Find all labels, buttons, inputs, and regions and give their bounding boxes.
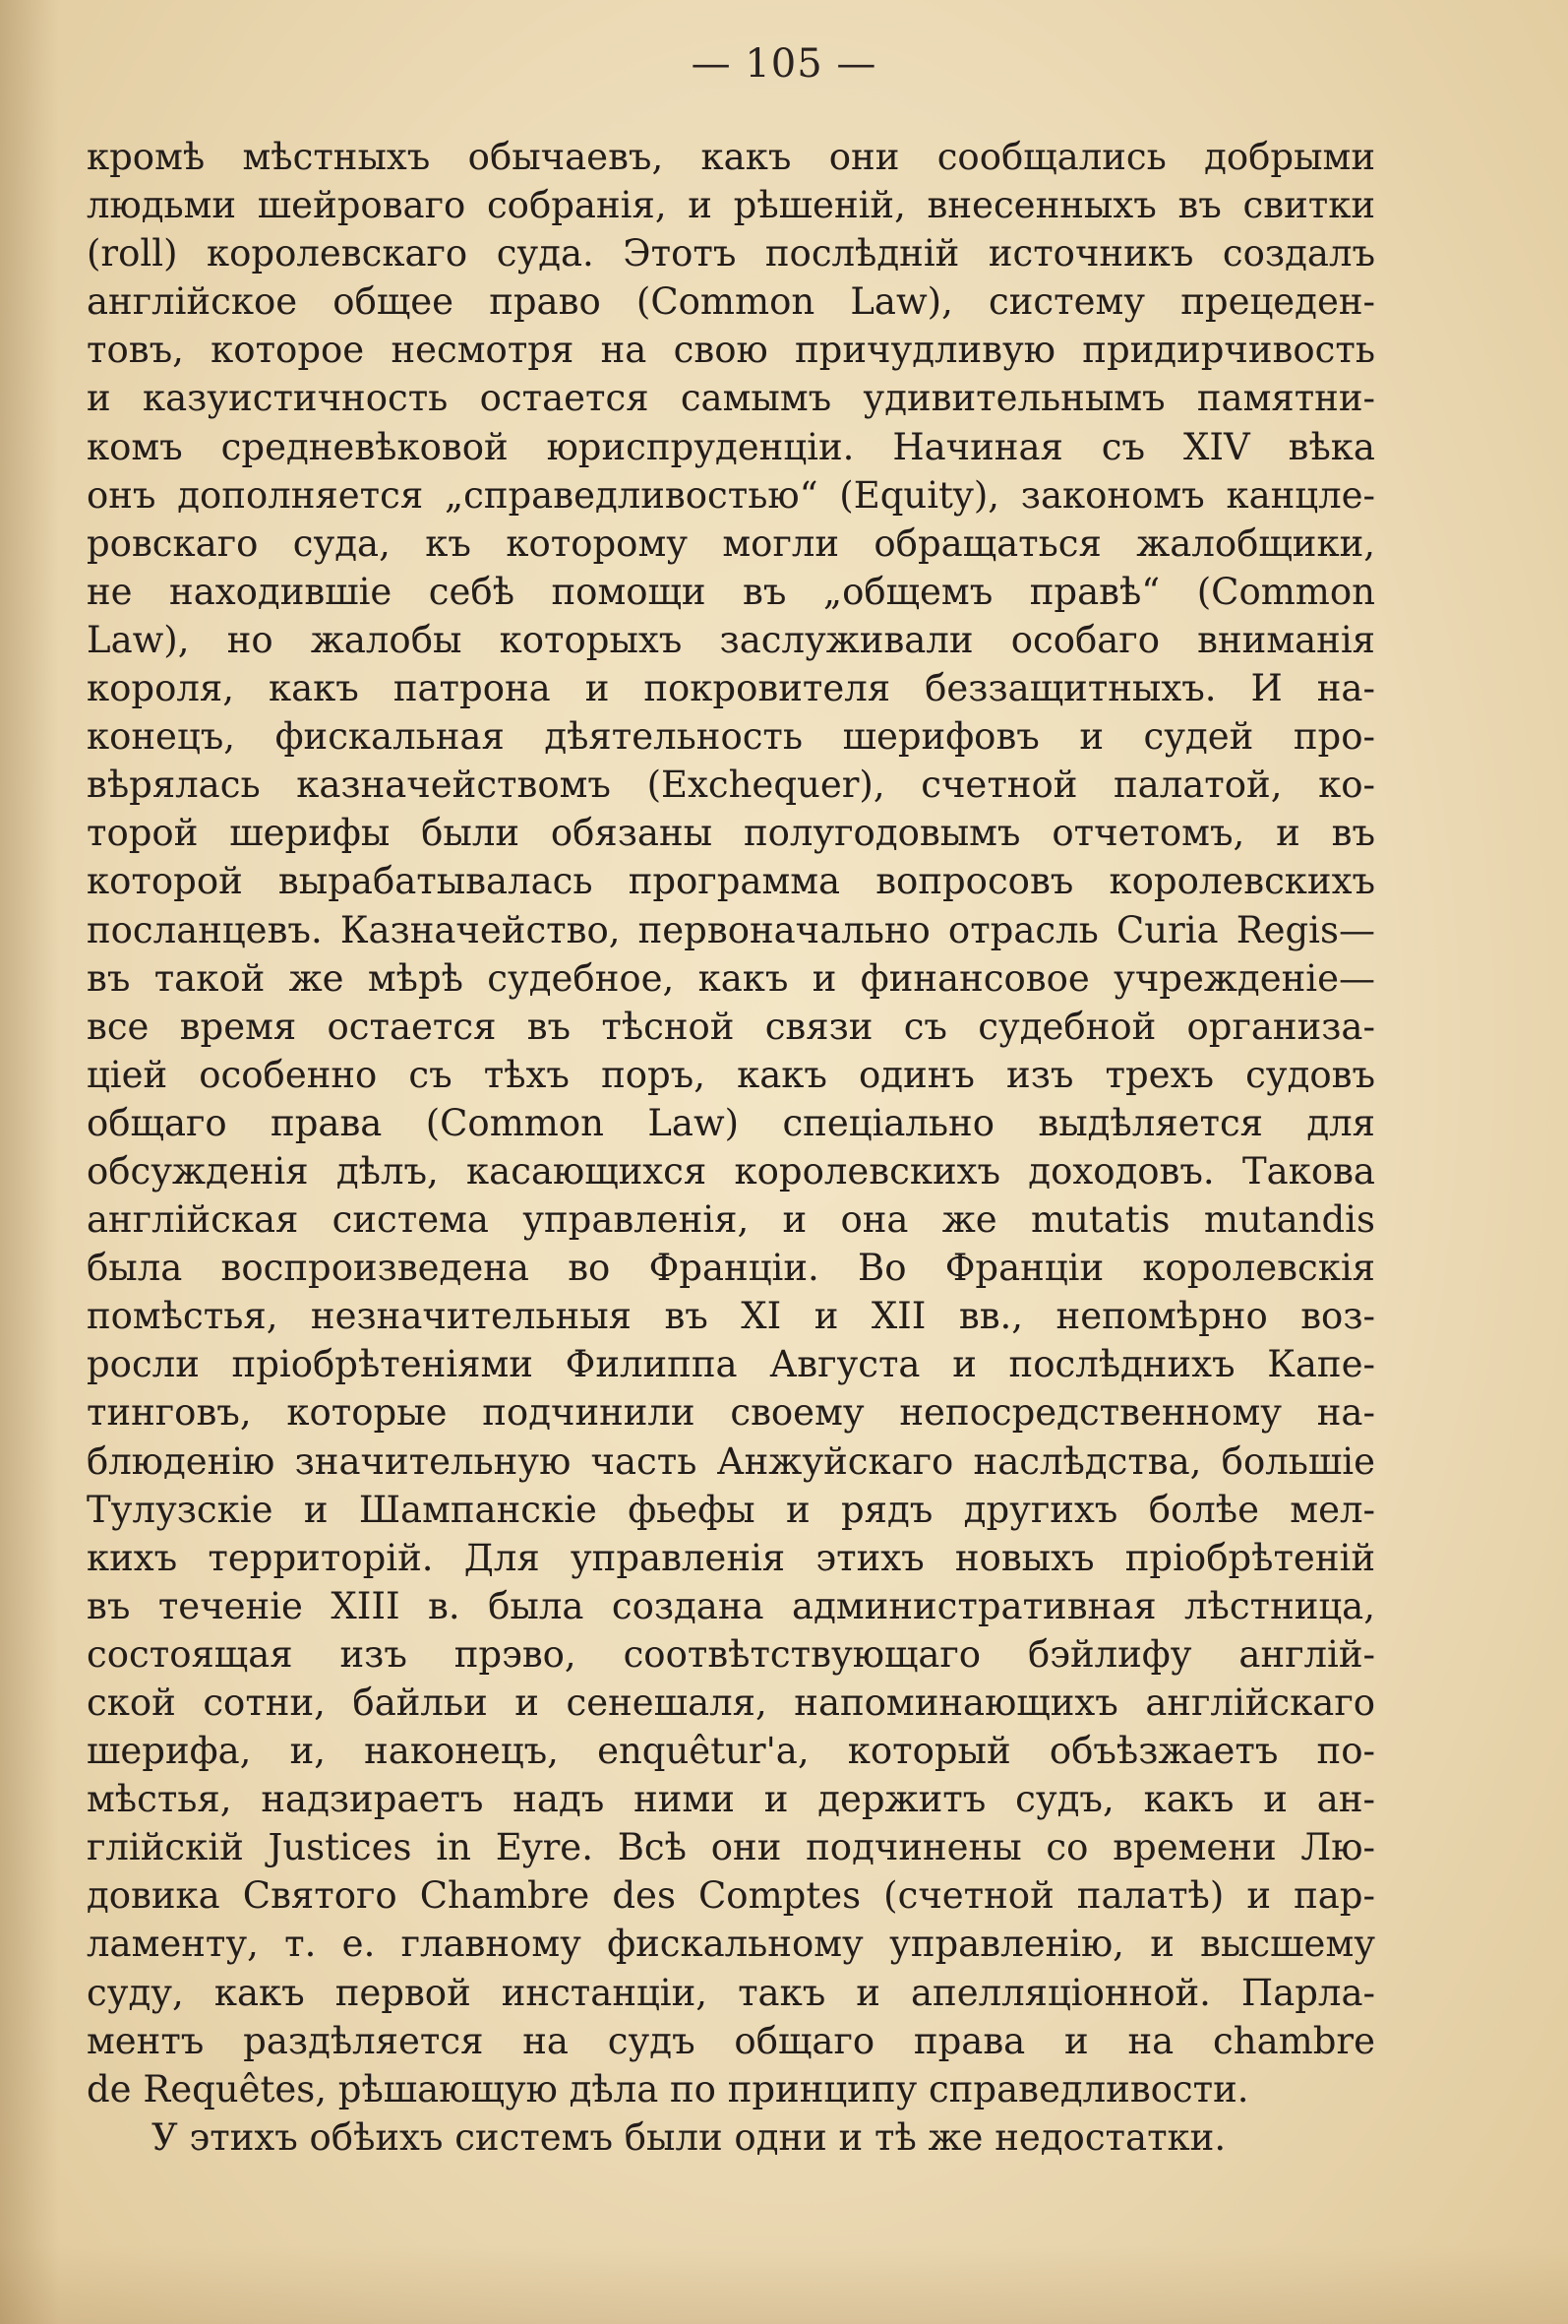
- text-line: вѣрялась казначействомъ (Exchequer), счетной палатой, ко-: [87, 764, 1375, 807]
- text-line: помѣстья, незначительныя въ XI и XII вв., непомѣрно воз-: [87, 1295, 1375, 1338]
- text-line: все время остается въ тѣсной связи съ судебной организа-: [87, 1005, 1375, 1048]
- text-line: ской сотни, байльи и сенешаля, напоминающихъ англійскаго: [87, 1682, 1375, 1724]
- text-line: кромѣ мѣстныхъ обычаевъ, какъ они сообщались добрыми: [87, 136, 1375, 178]
- text-line: (roll) королевскаго суда. Этотъ послѣдній источникъ создалъ: [87, 232, 1375, 275]
- page-spine-shadow: [0, 0, 59, 2324]
- text-line: обсужденія дѣлъ, касающихся королевскихъ доходовъ. Такова: [87, 1149, 1375, 1193]
- text-line: состоящая изъ прэво, соотвѣтствующаго бэйлифу англій-: [87, 1632, 1375, 1676]
- text-line: которой вырабатывалась программа вопросовъ королевскихъ: [87, 860, 1375, 903]
- text-line: тинговъ, которые подчинили своему непосредственному на-: [87, 1391, 1375, 1435]
- text-line: посланцевъ. Казначейство, первоначально отрасль Curia Regis—: [87, 908, 1375, 951]
- text-line: Law), но жалобы которыхъ заслуживали особаго вниманія: [87, 618, 1375, 661]
- text-line: У этихъ обѣихъ системъ были одни и тѣ же недостатки.: [151, 2115, 1227, 2159]
- body-text: [87, 133, 1375, 2162]
- text-line: ровскаго суда, къ которому могли обращаться жалобщики,: [87, 521, 1375, 565]
- page-bottom-shadow: [0, 2245, 1568, 2324]
- text-line: росли пріобрѣтеніями Филиппа Августа и послѣднихъ Капе-: [87, 1343, 1375, 1386]
- text-line: людьми шейроваго собранія, и рѣшеній, внесенныхъ въ свитки: [87, 184, 1375, 227]
- text-line: ціей особенно съ тѣхъ поръ, какъ одинъ изъ трехъ судовъ: [87, 1053, 1375, 1096]
- text-line: Тулузскіе и Шампанскіе фьефы и рядъ другихъ болѣе мел-: [87, 1488, 1375, 1531]
- text-line: мѣстья, надзираетъ надъ ними и держитъ судъ, какъ и ан-: [87, 1778, 1375, 1821]
- text-line: и казуистичность остается самымъ удивительнымъ памятни-: [87, 377, 1375, 420]
- text-line: торой шерифы были обязаны полугодовымъ отчетомъ, и въ: [87, 812, 1375, 855]
- text-line: товъ, которое несмотря на свою причудливую придирчивость: [87, 329, 1375, 372]
- text-line: англійская система управленія, и она же mutatis mutandis: [87, 1198, 1375, 1242]
- text-line: суду, какъ первой инстанціи, такъ и апелляціонной. Парла-: [87, 1971, 1375, 2014]
- text-line: въ теченіе XIII в. была создана административная лѣстница,: [87, 1584, 1375, 1627]
- text-line: общаго права (Common Law) спеціально выдѣляется для: [87, 1101, 1375, 1144]
- text-line: конецъ, фискальная дѣятельность шерифовъ и судей про-: [87, 715, 1375, 759]
- text-line: англійское общее право (Common Law), систему прецеден-: [87, 280, 1375, 324]
- text-line: шерифа, и, наконецъ, enquêtur'a, который объѣзжаетъ по-: [87, 1730, 1375, 1773]
- text-line: de Requêtes, рѣшающую дѣла по принципу справедливости.: [87, 2067, 1249, 2110]
- text-line: не находившіе себѣ помощи въ „общемъ правѣ“ (Common: [87, 570, 1375, 613]
- text-line: короля, какъ патрона и покровителя беззащитныхъ. И на-: [87, 667, 1375, 710]
- text-line: ламенту, т. е. главному фискальному управленію, и высшему: [87, 1923, 1375, 1966]
- text-line: комъ средневѣковой юриспруденціи. Начиная съ XIV вѣка: [87, 425, 1375, 468]
- text-line: ментъ раздѣляется на судъ общаго права и на chambre: [87, 2019, 1375, 2062]
- text-line: онъ дополняется „справедливостью“ (Equity), закономъ канцле-: [87, 473, 1375, 517]
- text-line: блюденію значительную часть Анжуйскаго наслѣдства, большіе: [87, 1439, 1375, 1483]
- text-line: кихъ территорій. Для управленія этихъ новыхъ пріобрѣтеній: [87, 1536, 1375, 1579]
- text-line: глійскій Justices in Eyre. Всѣ они подчинены со времени Лю-: [87, 1826, 1375, 1869]
- text-line: въ такой же мѣрѣ судебное, какъ и финансовое учрежденіе—: [87, 956, 1375, 1000]
- text-line: была воспроизведена во Франціи. Во Франціи королевскія: [87, 1247, 1375, 1290]
- page-number-header: — 105 —: [691, 41, 877, 87]
- text-line: довика Святого Chambre des Comptes (счетной палатѣ) и пар-: [87, 1874, 1375, 1918]
